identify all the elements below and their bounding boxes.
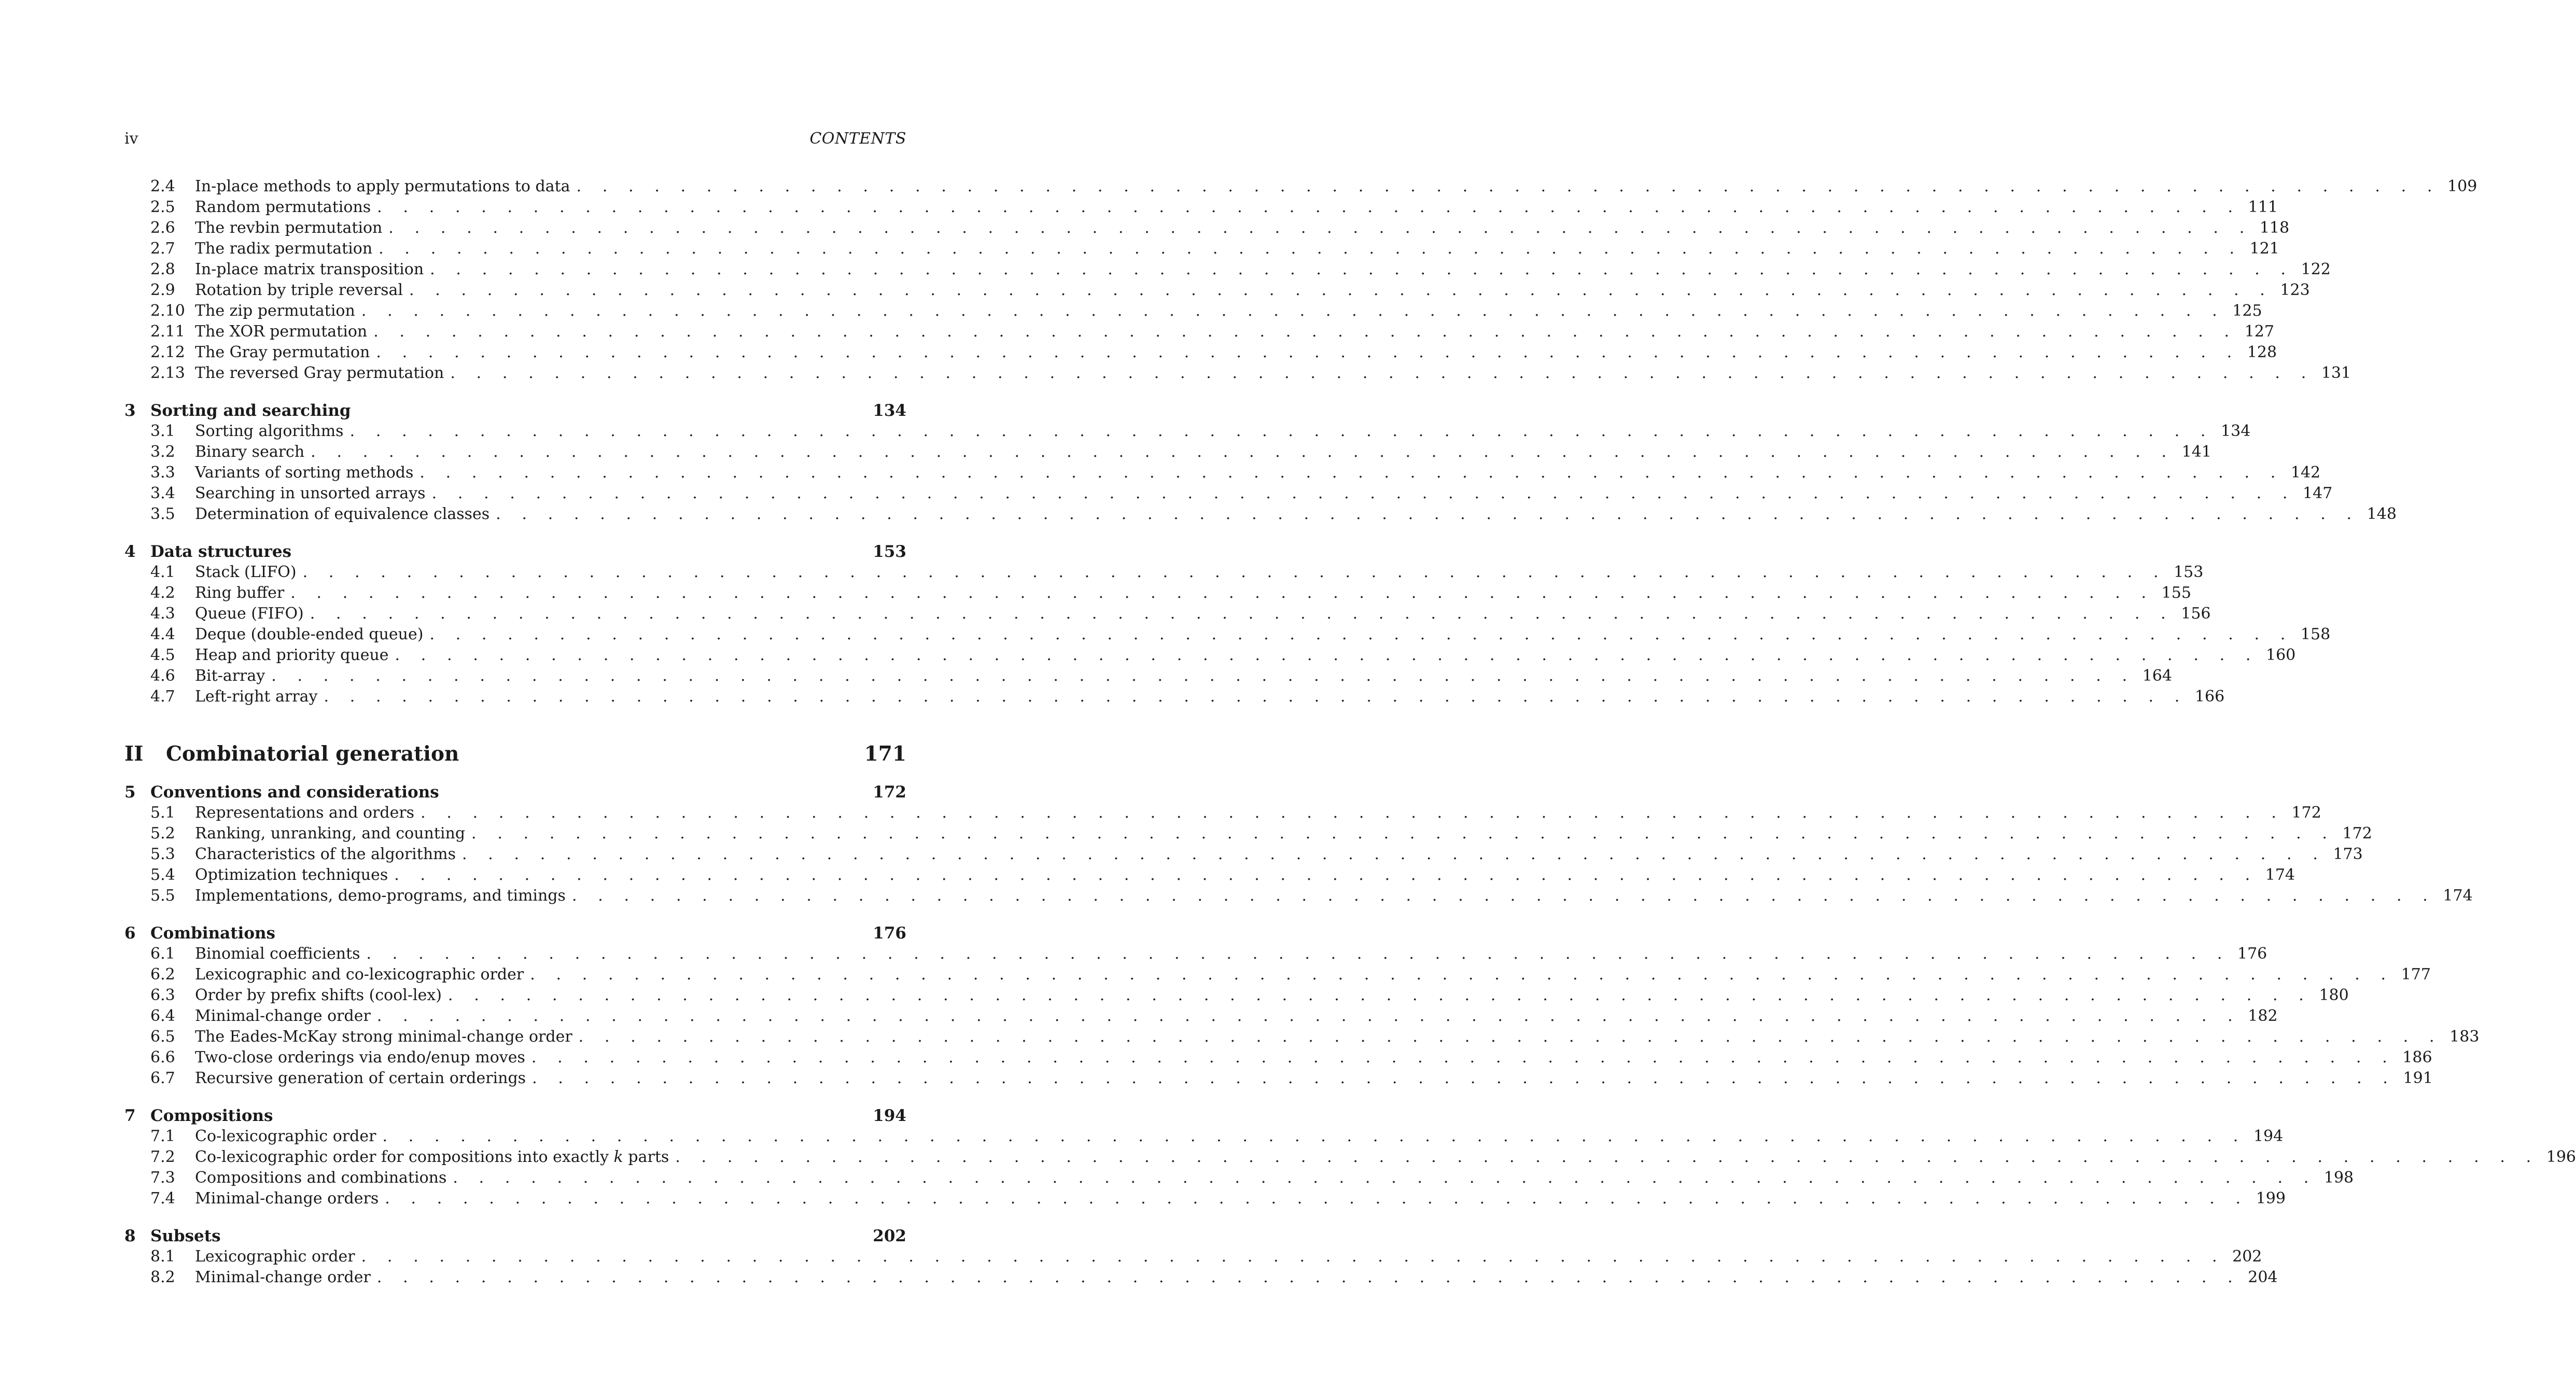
page-ref: 118: [2259, 219, 2290, 237]
page-ref: 183: [2449, 1028, 2480, 1046]
dot-leader: . . . . . . . . . . . . . . . . . . . . . . . . . . . . . . . . . . . . . . . . . . . . . . . . . . . . . . . . . . . . . . . . . . . . . . . .: [571, 887, 2436, 905]
page-ref: 127: [2244, 323, 2274, 341]
section-title: Queue (FIFO): [195, 605, 304, 623]
dot-leader: . . . . . . . . . . . . . . . . . . . . . . . . . . . . . . . . . . . . . . . . . . . . . . . . . . . . . . . . . . . . . . . . . . . . . . . .: [271, 667, 2135, 685]
page-ref: 122: [2301, 260, 2331, 278]
chapter-title: Data structures: [150, 542, 292, 561]
toc-entry[interactable]: [124, 1068, 2433, 1089]
toc-entry[interactable]: [124, 1047, 2432, 1068]
section-title: The Gray permutation: [195, 343, 370, 361]
page-ref: 199: [2256, 1189, 2286, 1208]
page-ref: 111: [2248, 198, 2278, 216]
section-title: The reversed Gray permutation: [195, 364, 444, 382]
toc-entry[interactable]: [124, 197, 2278, 218]
page-ref: 196: [2546, 1148, 2576, 1166]
section-number: 2.13: [150, 364, 185, 382]
dot-leader: . . . . . . . . . . . . . . . . . . . . . . . . . . . . . . . . . . . . . . . . . . . . . . . . . . . . . . . . . . . . . . . . . . . . . . . .: [578, 1028, 2443, 1046]
page-ref: 186: [2402, 1048, 2432, 1067]
section-title: Compositions and combinations: [195, 1169, 447, 1187]
toc-entry[interactable]: [124, 886, 2473, 906]
chapter-number: 6: [124, 924, 136, 943]
toc-entry[interactable]: [124, 803, 2321, 823]
toc-entry[interactable]: [124, 666, 2172, 686]
section-title: Binomial coefficients: [195, 945, 360, 963]
section-number: 2.10: [150, 302, 185, 320]
dot-leader: . . . . . . . . . . . . . . . . . . . . . . . . . . . . . . . . . . . . . . . . . . . . . . . . . . . . . . . . . . . . . . . . . . . . . . . .: [388, 219, 2252, 237]
section-title: The XOR permutation: [195, 323, 368, 341]
dot-leader: . . . . . . . . . . . . . . . . . . . . . . . . . . . . . . . . . . . . . . . . . . . . . . . . . . . . . . . . . . . . . . . . . . . . . . . .: [430, 260, 2294, 278]
section-title-text: parts: [628, 1148, 669, 1166]
toc-entry[interactable]: [124, 686, 2225, 707]
section-number: 4.7: [150, 688, 175, 706]
page-ref: 198: [2323, 1169, 2354, 1187]
section-title: Co-lexicographic order: [195, 1127, 376, 1145]
page-ref: 176: [2237, 945, 2267, 963]
chapter-entry[interactable]: [124, 400, 906, 421]
chapter-page-ref: 202: [873, 1227, 906, 1245]
section-number: 2.7: [150, 240, 175, 258]
toc-entry[interactable]: [124, 985, 2349, 1006]
chapter-title: Combinations: [150, 924, 275, 943]
toc-entry[interactable]: [124, 964, 2431, 985]
page-ref: 125: [2232, 302, 2262, 320]
section-number: 8.2: [150, 1268, 175, 1286]
toc-entry[interactable]: [124, 1188, 2286, 1209]
dot-leader: . . . . . . . . . . . . . . . . . . . . . . . . . . . . . . . . . . . . . . . . . . . . . . . . . . . . . . . . . . . . . . . . . . . . . . . .: [311, 443, 2175, 461]
section-title: In-place methods to apply permutations to data: [195, 177, 570, 195]
chapter-number: 5: [124, 783, 136, 802]
section-number: 6.5: [150, 1028, 175, 1046]
section-number: 5.2: [150, 824, 175, 843]
toc-entry[interactable]: [124, 280, 2310, 301]
toc-entry[interactable]: [124, 645, 2296, 666]
section-number: 4.6: [150, 667, 175, 685]
section-number: 5.1: [150, 804, 175, 822]
section-number: 2.12: [150, 343, 185, 361]
dot-leader: . . . . . . . . . . . . . . . . . . . . . . . . . . . . . . . . . . . . . . . . . . . . . . . . . . . . . . . . . . . . . . . . . . . . . . . .: [496, 505, 2360, 523]
dot-leader: . . . . . . . . . . . . . . . . . . . . . . . . . . . . . . . . . . . . . . . . . . . . . . . . . . . . . . . . . . . . . . . . . . . . . . . .: [302, 563, 2167, 581]
section-number: 4.1: [150, 563, 175, 581]
toc-entry[interactable]: [124, 823, 2372, 844]
dot-leader: . . . . . . . . . . . . . . . . . . . . . . . . . . . . . . . . . . . . . . . . . . . . . . . . . . . . . . . . . . . . . . . . . . . . . . . .: [377, 198, 2241, 216]
section-title: Minimal-change order: [195, 1007, 371, 1025]
dot-leader: . . . . . . . . . . . . . . . . . . . . . . . . . . . . . . . . . . . . . . . . . . . . . . . . . . . . . . . . . . . . . . . . . . . . . . . .: [361, 1247, 2225, 1266]
section-number: 5.5: [150, 887, 175, 905]
section-number: 8.1: [150, 1247, 175, 1266]
dot-leader: . . . . . . . . . . . . . . . . . . . . . . . . . . . . . . . . . . . . . . . . . . . . . . . . . . . . . . . . . . . . . . . . . . . . . . . .: [419, 464, 2284, 482]
chapter-entry[interactable]: [124, 1105, 906, 1126]
dot-leader: . . . . . . . . . . . . . . . . . . . . . . . . . . . . . . . . . . . . . . . . . . . . . . . . . . . . . . . . . . . . . . . . . . . . . . . .: [385, 1189, 2249, 1208]
section-title: Lexicographic and co-lexicographic order: [195, 965, 524, 984]
section-number: 7.2: [150, 1148, 175, 1166]
dot-leader: . . . . . . . . . . . . . . . . . . . . . . . . . . . . . . . . . . . . . . . . . . . . . . . . . . . . . . . . . . . . . . . . . . . . . . . .: [409, 281, 2273, 299]
dot-leader: . . . . . . . . . . . . . . . . . . . . . . . . . . . . . . . . . . . . . . . . . . . . . . . . . . . . . . . . . . . . . . . . . . . . . . . .: [382, 1127, 2246, 1145]
toc-entry[interactable]: [124, 504, 2397, 525]
section-title: Lexicographic order: [195, 1247, 355, 1266]
dot-leader: . . . . . . . . . . . . . . . . . . . . . . . . . . . . . . . . . . . . . . . . . . . . . . . . . . . . . . . . . . . . . . . . . . . . . . . .: [431, 484, 2296, 502]
section-title: Rotation by triple reversal: [195, 281, 403, 299]
section-number: 4.3: [150, 605, 175, 623]
page-ref: 202: [2232, 1247, 2262, 1266]
section-title: Stack (LIFO): [195, 563, 297, 581]
chapter-title: Compositions: [150, 1106, 273, 1125]
section-title: Two-close orderings via endo/enup moves: [195, 1048, 525, 1067]
toc-entry[interactable]: [124, 562, 2204, 583]
chapter-number: 7: [124, 1106, 136, 1125]
section-number: 7.4: [150, 1189, 175, 1208]
page-ref: 166: [2194, 688, 2225, 706]
chapter-number: 8: [124, 1227, 136, 1245]
section-number: 6.6: [150, 1048, 175, 1067]
toc-entry[interactable]: [124, 342, 2277, 363]
section-number: 4.4: [150, 625, 175, 643]
toc-entry[interactable]: [124, 301, 2262, 321]
section-number: 6.4: [150, 1007, 175, 1025]
page-ref: 160: [2266, 646, 2296, 664]
chapter-title: Conventions and considerations: [150, 783, 439, 802]
toc-entry[interactable]: [124, 176, 2477, 197]
section-number: 5.4: [150, 866, 175, 884]
page-ref: 123: [2280, 281, 2310, 299]
toc-entry[interactable]: [124, 483, 2333, 504]
toc-entry[interactable]: [124, 583, 2191, 604]
section-number: 7.3: [150, 1169, 175, 1187]
dot-leader: . . . . . . . . . . . . . . . . . . . . . . . . . . . . . . . . . . . . . . . . . . . . . . . . . . . . . . . . . . . . . . . . . . . . . . . .: [532, 1069, 2396, 1087]
section-title: Binary search: [195, 443, 305, 461]
math-variable: k: [613, 1148, 623, 1166]
section-number: 3.4: [150, 484, 175, 502]
dot-leader: . . . . . . . . . . . . . . . . . . . . . . . . . . . . . . . . . . . . . . . . . . . . . . . . . . . . . . . . . . . . . . . . . . . . . . . .: [349, 422, 2214, 440]
running-head: CONTENTS: [809, 130, 906, 148]
section-title: Characteristics of the algorithms: [195, 845, 456, 863]
page-number: iv: [124, 130, 138, 148]
page-ref: 194: [2253, 1127, 2284, 1145]
section-number: 3.3: [150, 464, 175, 482]
chapter-page-ref: 172: [873, 783, 906, 802]
section-number: 3.2: [150, 443, 175, 461]
part-number: II: [124, 742, 144, 766]
section-number: 6.3: [150, 986, 175, 1004]
page-ref: 174: [2265, 866, 2295, 884]
toc-entry[interactable]: [124, 624, 2331, 645]
chapter-entry[interactable]: [124, 541, 906, 562]
page-ref: 172: [2291, 804, 2321, 822]
section-number: 7.1: [150, 1127, 175, 1145]
dot-leader: . . . . . . . . . . . . . . . . . . . . . . . . . . . . . . . . . . . . . . . . . . . . . . . . . . . . . . . . . . . . . . . . . . . . . . . .: [361, 302, 2225, 320]
page-ref: 173: [2333, 845, 2363, 863]
section-title: Determination of equivalence classes: [195, 505, 490, 523]
dot-leader: . . . . . . . . . . . . . . . . . . . . . . . . . . . . . . . . . . . . . . . . . . . . . . . . . . . . . . . . . . . . . . . . . . . . . . . .: [576, 177, 2441, 195]
chapter-entry[interactable]: [124, 923, 906, 944]
dot-leader: . . . . . . . . . . . . . . . . . . . . . . . . . . . . . . . . . . . . . . . . . . . . . . . . . . . . . . . . . . . . . . . . . . . . . . . .: [453, 1169, 2317, 1187]
section-number: 2.5: [150, 198, 175, 216]
section-number: 3.1: [150, 422, 175, 440]
dot-leader: . . . . . . . . . . . . . . . . . . . . . . . . . . . . . . . . . . . . . . . . . . . . . . . . . . . . . . . . . . . . . . . . . . . . . . . .: [290, 584, 2154, 602]
toc-entry[interactable]: [124, 944, 2267, 964]
chapter-page-ref: 153: [873, 542, 906, 561]
section-number: 2.6: [150, 219, 175, 237]
dot-leader: . . . . . . . . . . . . . . . . . . . . . . . . . . . . . . . . . . . . . . . . . . . . . . . . . . . . . . . . . . . . . . . . . . . . . . . .: [429, 625, 2293, 643]
section-number: 4.5: [150, 646, 175, 664]
dot-leader: . . . . . . . . . . . . . . . . . . . . . . . . . . . . . . . . . . . . . . . . . . . . . . . . . . . . . . . . . . . . . . . . . . . . . . . .: [379, 240, 2243, 258]
section-title: Random permutations: [195, 198, 371, 216]
dot-leader: . . . . . . . . . . . . . . . . . . . . . . . . . . . . . . . . . . . . . . . . . . . . . . . . . . . . . . . . . . . . . . . . . . . . . . . .: [395, 646, 2259, 664]
section-title: Bit-array: [195, 667, 265, 685]
page-ref: 147: [2303, 484, 2333, 502]
page-ref: 109: [2447, 177, 2477, 195]
dot-leader: . . . . . . . . . . . . . . . . . . . . . . . . . . . . . . . . . . . . . . . . . . . . . . . . . . . . . . . . . . . . . . . . . . . . . . . .: [366, 945, 2230, 963]
toc-entry[interactable]: [124, 1168, 2354, 1188]
dot-leader: . . . . . . . . . . . . . . . . . . . . . . . . . . . . . . . . . . . . . . . . . . . . . . . . . . . . . . . . . . . . . . . . . . . . . . . .: [461, 845, 2326, 863]
page-ref: 204: [2248, 1268, 2278, 1286]
toc-entry[interactable]: [124, 865, 2295, 886]
page-ref: 153: [2174, 563, 2204, 581]
chapter-title: Sorting and searching: [150, 401, 351, 420]
page-ref: 177: [2401, 965, 2431, 984]
section-number: 6.1: [150, 945, 175, 963]
section-number: 6.2: [150, 965, 175, 984]
page-ref: 172: [2342, 824, 2372, 843]
dot-leader: . . . . . . . . . . . . . . . . . . . . . . . . . . . . . . . . . . . . . . . . . . . . . . . . . . . . . . . . . . . . . . . . . . . . . . . .: [310, 605, 2174, 623]
toc-entry[interactable]: [124, 844, 2363, 865]
toc-entry[interactable]: [124, 259, 2331, 280]
section-title: Recursive generation of certain orderings: [195, 1069, 526, 1087]
page-ref: 148: [2367, 505, 2397, 523]
dot-leader: . . . . . . . . . . . . . . . . . . . . . . . . . . . . . . . . . . . . . . . . . . . . . . . . . . . . . . . . . . . . . . . . . . . . . . . .: [324, 688, 2188, 706]
part-entry[interactable]: [124, 740, 906, 767]
section-title: Ranking, unranking, and counting: [195, 824, 466, 843]
toc-entry[interactable]: [124, 421, 2251, 442]
toc-entry[interactable]: [124, 363, 2351, 384]
page-ref: 156: [2181, 605, 2211, 623]
page-ref: 141: [2181, 443, 2211, 461]
toc-entry[interactable]: [124, 1147, 2576, 1168]
section-title: Variants of sorting methods: [195, 464, 414, 482]
chapter-entry[interactable]: [124, 782, 906, 803]
section-number: 6.7: [150, 1069, 175, 1087]
section-title: The zip permutation: [195, 302, 355, 320]
toc-entry[interactable]: [124, 239, 2279, 259]
toc-entry[interactable]: [124, 1126, 2284, 1147]
dot-leader: . . . . . . . . . . . . . . . . . . . . . . . . . . . . . . . . . . . . . . . . . . . . . . . . . . . . . . . . . . . . . . . . . . . . . . . .: [373, 323, 2237, 341]
dot-leader: . . . . . . . . . . . . . . . . . . . . . . . . . . . . . . . . . . . . . . . . . . . . . . . . . . . . . . . . . . . . . . . . . . . . . . . .: [376, 1268, 2241, 1286]
section-number: 2.8: [150, 260, 175, 278]
page-ref: 174: [2443, 887, 2473, 905]
toc-entry[interactable]: [124, 1027, 2480, 1047]
dot-leader: . . . . . . . . . . . . . . . . . . . . . . . . . . . . . . . . . . . . . . . . . . . . . . . . . . . . . . . . . . . . . . . . . . . . . . . .: [530, 965, 2394, 984]
section-title: Order by prefix shifts (cool-lex): [195, 986, 442, 1004]
toc-entry[interactable]: [124, 1246, 2262, 1267]
section-title: Optimization techniques: [195, 866, 388, 884]
chapter-page-ref: 134: [873, 401, 906, 420]
section-title: Minimal-change orders: [195, 1189, 379, 1208]
chapter-number: 3: [124, 401, 136, 420]
toc-entry[interactable]: [124, 462, 2321, 483]
section-title: Heap and priority queue: [195, 646, 389, 664]
section-title-text: Co-lexicographic order for compositions into exactly: [195, 1148, 609, 1166]
section-number: 2.4: [150, 177, 175, 195]
page-ref: 131: [2321, 364, 2351, 382]
chapter-page-ref: 176: [873, 924, 906, 943]
toc-entry[interactable]: [124, 1267, 2278, 1288]
page-ref: 128: [2247, 343, 2277, 361]
table-of-contents: [124, 176, 2576, 1288]
section-title: Minimal-change order: [195, 1268, 371, 1286]
chapter-page-ref: 194: [873, 1106, 906, 1125]
toc-entry[interactable]: [124, 1006, 2278, 1027]
page-ref: 134: [2221, 422, 2251, 440]
dot-leader: . . . . . . . . . . . . . . . . . . . . . . . . . . . . . . . . . . . . . . . . . . . . . . . . . . . . . . . . . . . . . . . . . . . . . . . .: [376, 343, 2240, 361]
page-ref: 191: [2403, 1069, 2433, 1087]
toc-entry[interactable]: [124, 321, 2274, 342]
page-ref: 182: [2248, 1007, 2278, 1025]
page-ref: 164: [2142, 667, 2172, 685]
page-ref: 142: [2290, 464, 2321, 482]
page-header: [124, 129, 906, 149]
toc-entry[interactable]: [124, 218, 2290, 239]
section-title: Sorting algorithms: [195, 422, 344, 440]
dot-leader: . . . . . . . . . . . . . . . . . . . . . . . . . . . . . . . . . . . . . . . . . . . . . . . . . . . . . . . . . . . . . . . . . . . . . . . .: [447, 986, 2312, 1004]
section-title: The Eades-McKay strong minimal-change order: [195, 1028, 572, 1046]
dot-leader: . . . . . . . . . . . . . . . . . . . . . . . . . . . . . . . . . . . . . . . . . . . . . . . . . . . . . . . . . . . . . . . . . . . . . . . .: [421, 804, 2285, 822]
dot-leader: . . . . . . . . . . . . . . . . . . . . . . . . . . . . . . . . . . . . . . . . . . . . . . . . . . . . . . . . . . . . . . . . . . . . . . . .: [675, 1148, 2539, 1166]
toc-entry[interactable]: [124, 604, 2211, 624]
dot-leader: . . . . . . . . . . . . . . . . . . . . . . . . . . . . . . . . . . . . . . . . . . . . . . . . . . . . . . . . . . . . . . . . . . . . . . . .: [450, 364, 2314, 382]
section-title: The radix permutation: [195, 240, 373, 258]
section-number: 2.9: [150, 281, 175, 299]
chapter-number: 4: [124, 542, 136, 561]
page-ref: 180: [2319, 986, 2349, 1004]
section-title: In-place matrix transposition: [195, 260, 424, 278]
section-title: Ring buffer: [195, 584, 285, 602]
toc-entry[interactable]: [124, 442, 2211, 462]
section-title: Implementations, demo-programs, and timings: [195, 887, 566, 905]
section-number: 4.2: [150, 584, 175, 602]
dot-leader: . . . . . . . . . . . . . . . . . . . . . . . . . . . . . . . . . . . . . . . . . . . . . . . . . . . . . . . . . . . . . . . . . . . . . . . .: [394, 866, 2258, 884]
page-ref: 155: [2161, 584, 2191, 602]
section-number: 3.5: [150, 505, 175, 523]
section-title: Left-right array: [195, 688, 318, 706]
dot-leader: . . . . . . . . . . . . . . . . . . . . . . . . . . . . . . . . . . . . . . . . . . . . . . . . . . . . . . . . . . . . . . . . . . . . . . . .: [531, 1048, 2396, 1067]
section-number: 2.11: [150, 323, 185, 341]
part-page-ref: 171: [864, 742, 906, 766]
chapter-title: Subsets: [150, 1227, 221, 1245]
section-title: Searching in unsorted arrays: [195, 484, 426, 502]
page-ref: 158: [2300, 625, 2331, 643]
section-title: The revbin permutation: [195, 219, 383, 237]
dot-leader: . . . . . . . . . . . . . . . . . . . . . . . . . . . . . . . . . . . . . . . . . . . . . . . . . . . . . . . . . . . . . . . . . . . . . . . .: [376, 1007, 2241, 1025]
chapter-entry[interactable]: [124, 1226, 906, 1246]
section-title: Deque (double-ended queue): [195, 625, 424, 643]
section-number: 5.3: [150, 845, 175, 863]
page-ref: 121: [2249, 240, 2279, 258]
dot-leader: . . . . . . . . . . . . . . . . . . . . . . . . . . . . . . . . . . . . . . . . . . . . . . . . . . . . . . . . . . . . . . . . . . . . . . . .: [471, 824, 2335, 843]
section-title: Representations and orders: [195, 804, 415, 822]
part-title: Combinatorial generation: [166, 742, 459, 766]
section-title: [195, 1147, 669, 1168]
